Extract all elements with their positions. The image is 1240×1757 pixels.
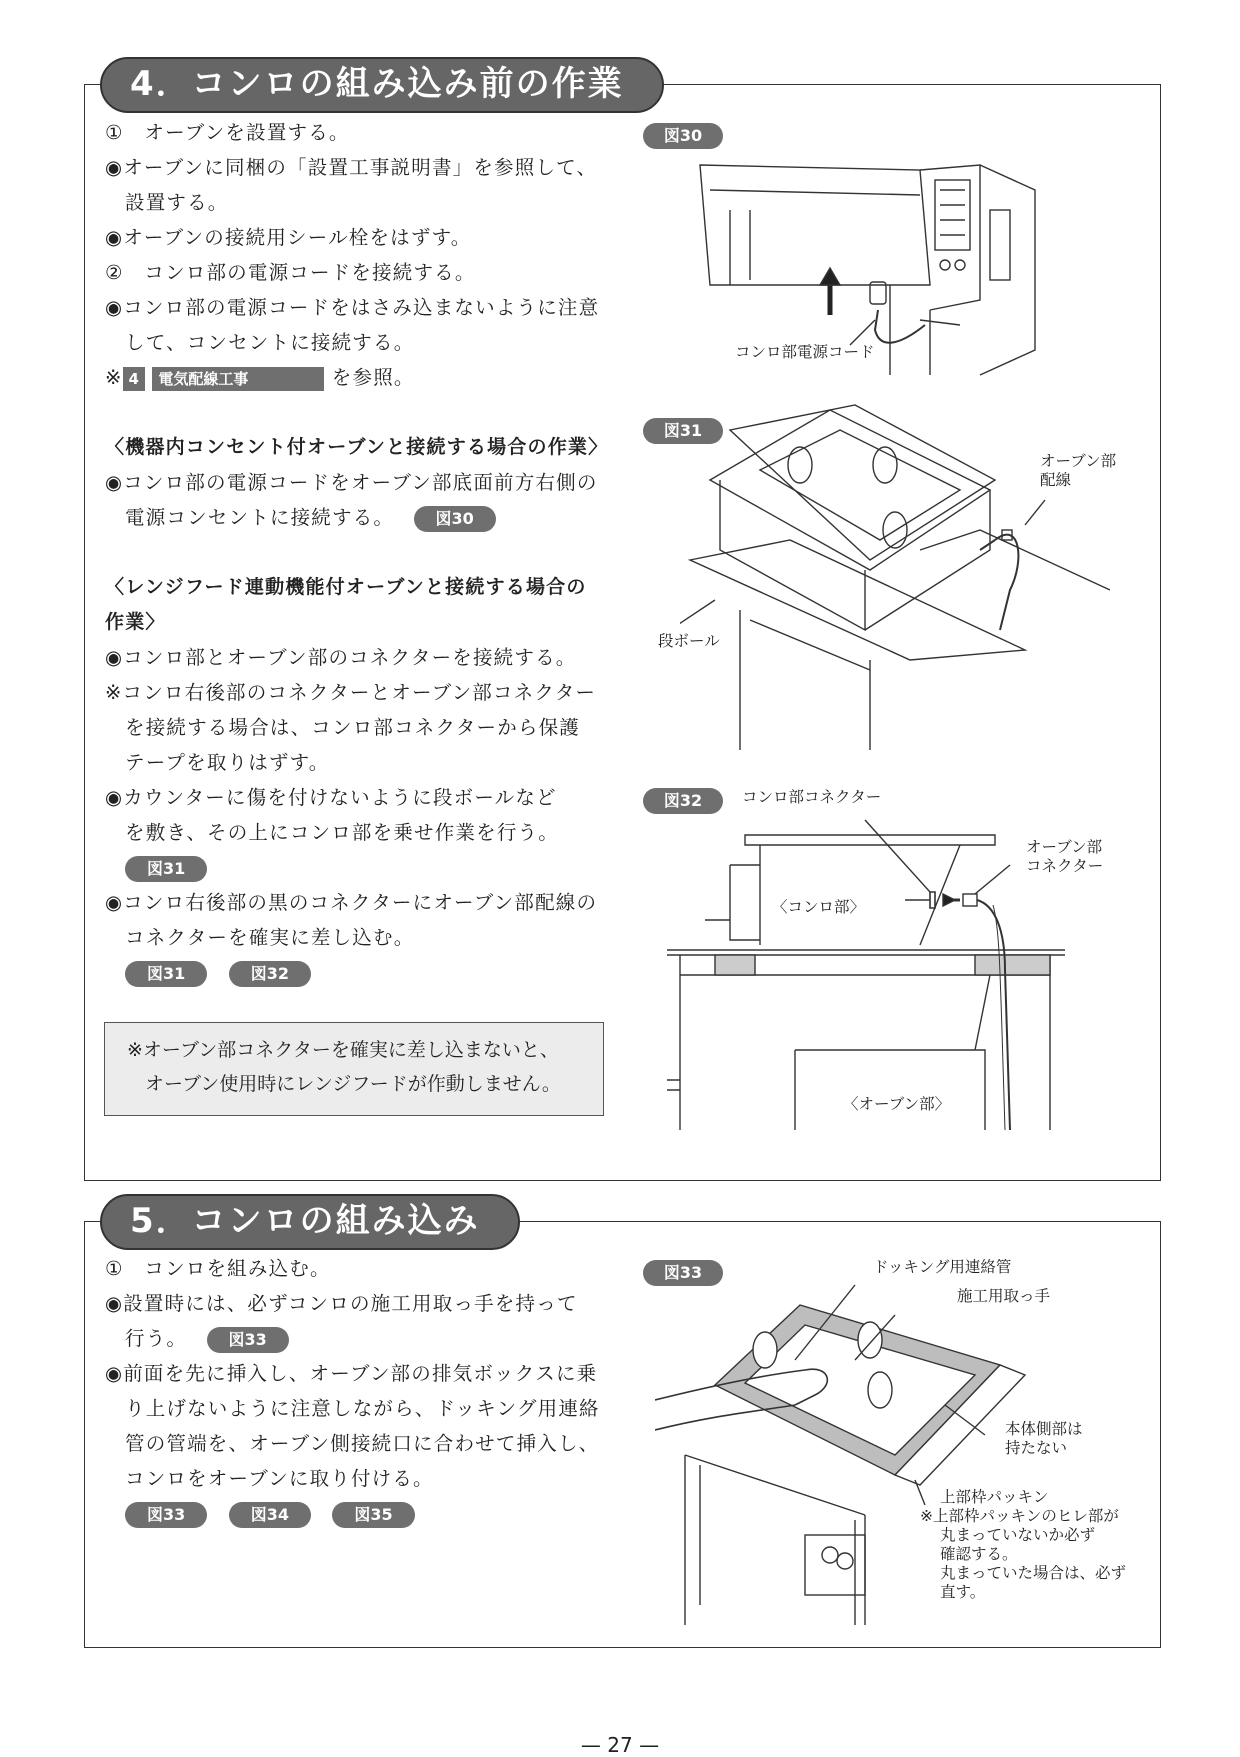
fig33-label: 図33	[643, 1260, 723, 1286]
fig33-ref[interactable]: 図33	[125, 1502, 207, 1528]
bullet-text: を敷き、その上にコンロ部を乗せ作業を行う。	[125, 821, 559, 844]
step-1: ① オーブンを設置する。	[105, 121, 350, 144]
step-2: ② コンロ部の電源コードを接続する。	[105, 261, 476, 284]
bullet-text: 管の管端を、オーブン側接続口に合わせて挿入し、	[125, 1432, 600, 1455]
fig31-label: 図31	[643, 418, 723, 444]
fig30-label: 図30	[643, 123, 723, 149]
label-body-side: 本体側部は 持たない	[1005, 1420, 1083, 1457]
fig-ref-row	[105, 850, 615, 885]
bullet-text: ◉コンロ部の電源コードをはさみ込まないように注意	[105, 296, 600, 319]
note-text: を接続する場合は、コンロ部コネクターから保護	[125, 716, 581, 739]
label-gasket-note: 上部枠パッキン ※上部枠パッキンのヒレ部が 丸まっていないか必ず 確認する。 丸まっていた場合は、必ず 直す。	[920, 1488, 1127, 1601]
section-5-title: 5．コンロの組み込み	[100, 1194, 520, 1250]
fig32-label: 図32	[643, 788, 723, 814]
ref-mark: ※	[105, 366, 123, 389]
ref-section-link[interactable]: 電気配線工事	[152, 367, 324, 391]
warning-note-line-2: オーブン使用時にレンジフードが作動しません。	[145, 1073, 561, 1095]
bullet-text: ◉コンロ部とオーブン部のコネクターを接続する。	[105, 646, 577, 669]
bullet-text: ◉前面を先に挿入し、オーブン部の排気ボックスに乗	[105, 1362, 598, 1385]
subheading-hood-oven: 〈レンジフード連動機能付オーブンと接続する場合の	[105, 576, 587, 598]
bullet-text: 設置する。	[125, 191, 229, 214]
note-text: テープを取りはずす。	[125, 751, 330, 774]
section-4-title: 4．コンロの組み込み前の作業	[100, 57, 664, 113]
fig31-ref[interactable]: 図31	[125, 961, 207, 987]
step-1: ① コンロを組み込む。	[105, 1257, 331, 1280]
fig32-ref[interactable]: 図32	[229, 961, 311, 987]
section-4-text	[105, 115, 615, 990]
note-text: ※コンロ右後部のコネクターとオーブン部コネクター	[105, 681, 597, 704]
bullet-text: して、コンセントに接続する。	[125, 331, 415, 354]
bullet-text: ◉カウンターに傷を付けないように段ボールなど	[105, 786, 557, 809]
reference-line	[105, 360, 615, 395]
fig-ref-row	[105, 955, 615, 990]
fig-ref-row	[105, 1496, 615, 1531]
bullet-text: ◉コンロ右後部の黒のコネクターにオーブン部配線の	[105, 891, 598, 914]
bullet-text: コンロをオーブンに取り付ける。	[125, 1467, 434, 1490]
label-oven-wiring: オーブン部 配線	[1040, 452, 1117, 489]
label-oven-connector: オーブン部 コネクター	[1026, 838, 1104, 875]
fig33-ref[interactable]: 図33	[207, 1327, 289, 1353]
fig31-ref[interactable]: 図31	[125, 856, 207, 882]
label-docking-pipe: ドッキング用連絡管	[873, 1258, 1012, 1276]
fig32-illustration	[665, 810, 1065, 1130]
bullet-text: ◉オーブンに同梱の「設置工事説明書」を参照して、	[105, 156, 598, 179]
fig30-ref[interactable]: 図30	[414, 506, 496, 532]
bullet-text: ◉オーブンの接続用シール栓をはずす。	[105, 226, 472, 249]
subheading-hood-oven-cont: 作業〉	[105, 611, 166, 633]
warning-note-box	[104, 1022, 604, 1116]
label-stove-connector: コンロ部コネクター	[742, 788, 882, 806]
label-cardboard: 段ボール	[658, 632, 720, 650]
section-5-text	[105, 1251, 615, 1531]
bullet-text: コネクターを確実に差し込む。	[125, 926, 415, 949]
bullet-text: 行う。 図33	[105, 1321, 615, 1356]
label-handle: 施工用取っ手	[957, 1287, 1051, 1305]
ref-section-number[interactable]: 4	[123, 367, 145, 391]
ref-suffix: を参照。	[331, 366, 415, 389]
fig34-ref[interactable]: 図34	[229, 1502, 311, 1528]
fig35-ref[interactable]: 図35	[332, 1502, 414, 1528]
bullet-text: ◉コンロ部の電源コードをオーブン部底面前方右側の	[105, 471, 598, 494]
bullet-text: ◉設置時には、必ずコンロの施工用取っ手を持って	[105, 1292, 578, 1315]
bullet-text: 電源コンセントに接続する。 図30	[105, 500, 615, 535]
label-power-cord: コンロ部電源コード	[735, 343, 875, 361]
page-number: — 27 —	[580, 1733, 660, 1757]
label-stove-part: 〈コンロ部〉	[772, 898, 866, 916]
label-oven-part: 〈オーブン部〉	[843, 1095, 951, 1113]
warning-note-line-1: ※オーブン部コネクターを確実に差し込まないと、	[127, 1039, 559, 1061]
bullet-text: り上げないように注意しながら、ドッキング用連絡	[125, 1397, 600, 1420]
subheading-outlet-oven: 〈機器内コンセント付オーブンと接続する場合の作業〉	[105, 436, 609, 458]
